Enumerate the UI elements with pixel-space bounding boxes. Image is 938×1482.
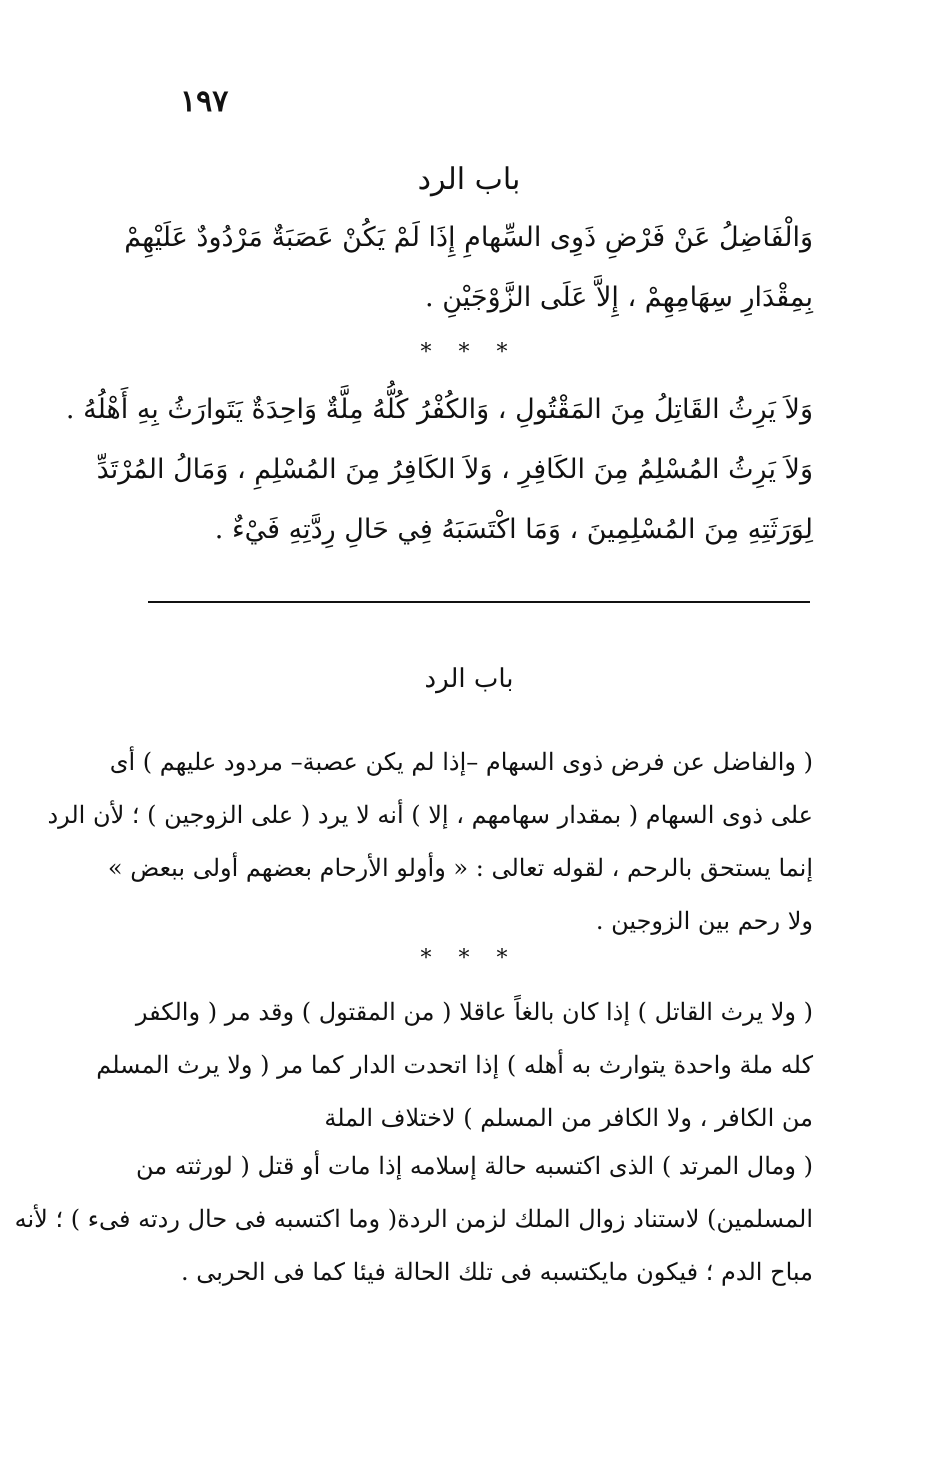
matn-line: وَلاَ يَرِثُ المُسْلِمُ مِنَ الكَافِرِ ، وَلاَ الكَافِرُ مِنَ المُسْلِمِ ، وَمَالُ المُرْتَدِّ <box>96 454 813 485</box>
sharh-title: باب الرد <box>424 664 514 694</box>
sharh-line: من الكافر ، ولا الكافر من المسلم ) لاختلاف الملة <box>324 1104 813 1132</box>
matn-paragraph-1 <box>124 208 813 328</box>
sharh-line: ( ومال المرتد ) الذى اكتسبه حالة إسلامه إذا مات أو قتل ( لورثته من <box>136 1152 813 1180</box>
matn-line: وَالْفَاضِلُ عَنْ فَرْضِ ذَوِى السِّهامِ إِذَا لَمْ يَكُنْ عَصَبَةٌ مَرْدُودٌ عَلَيْهِمْ <box>124 222 813 253</box>
matn-paragraph-2 <box>65 380 813 560</box>
sharh-paragraph-1 <box>47 736 813 948</box>
sharh-line: كله ملة واحدة يتوارث به أهله ) إذا اتحدت الدار كما مر ( ولا يرث المسلم <box>96 1051 813 1079</box>
sharh-paragraph-3 <box>14 1140 813 1299</box>
sharh-line: ( ولا يرث القاتل ) إذا كان بالغاً عاقلا ( من المقتول ) وقد مر ( والكفر <box>135 998 813 1026</box>
matn-title: باب الرد <box>417 162 521 197</box>
sharh-line: ولا رحم بين الزوجين . <box>595 907 813 935</box>
sharh-paragraph-2 <box>96 986 813 1145</box>
matn-line: وَلاَ يَرِثُ القَاتِلُ مِنَ المَقْتُولِ ، وَالكُفْرُ كُلُّهُ مِلَّةٌ وَاحِدَةٌ يَتَوارَثُ بِهِ أَهْلُهُ . <box>65 394 813 425</box>
section-separator-stars: * * * <box>420 340 518 365</box>
horizontal-divider <box>148 601 810 603</box>
sharh-line: المسلمين) لاستناد زوال الملك لزمن الردة( وما اكتسبه فى حال ردته فىء ) ؛ لأنه <box>14 1205 813 1233</box>
matn-line: لِوَرَثَتِهِ مِنَ المُسْلِمِينَ ، وَمَا اكْتَسَبَهُ فِي حَالِ رِدَّتِهِ فَيْءٌ . <box>214 514 813 545</box>
page-number: ١٩٧ <box>180 84 229 119</box>
section-separator-stars: * * * <box>420 946 518 971</box>
sharh-line: ( والفاضل عن فرض ذوى السهام –إذا لم يكن عصبة– مردود عليهم ) أى <box>109 748 813 776</box>
matn-line: بِمِقْدَارِ سِهَامِهِمْ ، إِلاَّ عَلَى الزَّوْجَيْنِ . <box>425 282 813 313</box>
sharh-line: إنما يستحق بالرحم ، لقوله تعالى : « وأولو الأرحام بعضهم أولى ببعض » <box>107 854 813 882</box>
sharh-line: مباح الدم ؛ فيكون مايكتسبه فى تلك الحالة فيئا كما فى الحربى . <box>180 1258 813 1286</box>
sharh-line: على ذوى السهام ( بمقدار سهامهم ، إلا ) أنه لا يرد ( على الزوجين ) ؛ لأن الرد <box>47 801 813 829</box>
